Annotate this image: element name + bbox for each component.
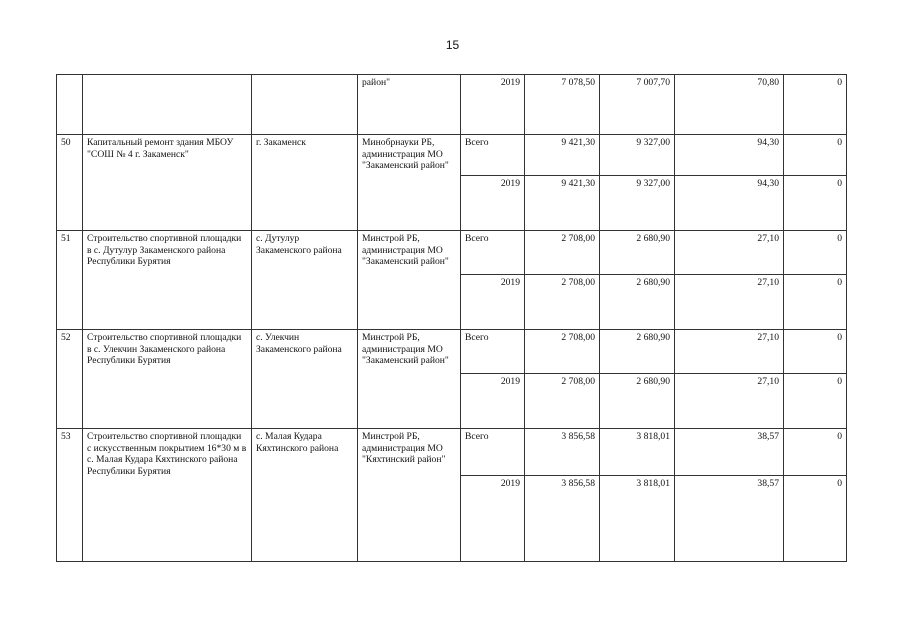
cell-year: Всего: [461, 330, 525, 374]
cell-name: [83, 75, 252, 135]
table-row: [57, 429, 847, 476]
cell-responsible: Минстрой РБ, администрация МО "Кяхтинский район": [358, 429, 461, 562]
cell-local: 0: [784, 374, 847, 429]
cell-republic: 27,10: [675, 330, 784, 374]
cell-responsible: Минстрой РБ, администрация МО "Закаменский район": [358, 231, 461, 330]
cell-republic: 94,30: [675, 176, 784, 231]
cell-local: 0: [784, 476, 847, 562]
cell-year: Всего: [461, 429, 525, 476]
cell-total: 3 856,58: [525, 429, 600, 476]
cell-federal: 3 818,01: [600, 476, 675, 562]
cell-local: 0: [784, 275, 847, 330]
page-number: 15: [445, 38, 460, 52]
cell-republic: 38,57: [675, 429, 784, 476]
cell-no: 51: [57, 231, 83, 330]
cell-republic: 27,10: [675, 231, 784, 275]
cell-total: 2 708,00: [525, 374, 600, 429]
table-row: [57, 231, 847, 275]
cell-name: Строительство спортивной площадки с искусственным покрытием 16*30 м в с. Малая Кудара Кяхтинского района Республики Бурятия: [83, 429, 252, 562]
cell-local: 0: [784, 135, 847, 176]
cell-total: 9 421,30: [525, 135, 600, 176]
cell-place: [252, 75, 358, 135]
cell-local: 0: [784, 330, 847, 374]
cell-total: 2 708,00: [525, 330, 600, 374]
cell-federal: 2 680,90: [600, 231, 675, 275]
cell-place: с. Малая Кудара Кяхтинского района: [252, 429, 358, 562]
cell-no: [57, 75, 83, 135]
cell-year: Всего: [461, 135, 525, 176]
cell-republic: 94,30: [675, 135, 784, 176]
cell-no: 53: [57, 429, 83, 562]
cell-place: с. Дутулур Закаменского района: [252, 231, 358, 330]
table-row: [57, 75, 847, 135]
cell-total: 2 708,00: [525, 231, 600, 275]
cell-total: 9 421,30: [525, 176, 600, 231]
cell-year: 2019: [461, 176, 525, 231]
cell-year: Всего: [461, 231, 525, 275]
cell-federal: 2 680,90: [600, 374, 675, 429]
cell-local: 0: [784, 176, 847, 231]
cell-total: 2 708,00: [525, 275, 600, 330]
cell-republic: 27,10: [675, 275, 784, 330]
cell-local: 0: [784, 429, 847, 476]
cell-year: 2019: [461, 374, 525, 429]
cell-name: Капитальный ремонт здания МБОУ "СОШ № 4 г. Закаменск": [83, 135, 252, 231]
cell-no: 50: [57, 135, 83, 231]
cell-federal: 7 007,70: [600, 75, 675, 135]
cell-total: 3 856,58: [525, 476, 600, 562]
cell-no: 52: [57, 330, 83, 429]
cell-year: 2019: [461, 275, 525, 330]
cell-republic: 27,10: [675, 374, 784, 429]
cell-place: с. Улекчин Закаменского района: [252, 330, 358, 429]
cell-federal: 2 680,90: [600, 275, 675, 330]
cell-republic: 38,57: [675, 476, 784, 562]
cell-republic: 70,80: [675, 75, 784, 135]
cell-place: г. Закаменск: [252, 135, 358, 231]
cell-federal: 9 327,00: [600, 135, 675, 176]
table-row: [57, 135, 847, 176]
cell-federal: 3 818,01: [600, 429, 675, 476]
cell-local: 0: [784, 231, 847, 275]
cell-local: 0: [784, 75, 847, 135]
cell-responsible: район": [358, 75, 461, 135]
cell-federal: 9 327,00: [600, 176, 675, 231]
cell-total: 7 078,50: [525, 75, 600, 135]
program-table: [56, 74, 847, 562]
cell-responsible: Минстрой РБ, администрация МО "Закаменский район": [358, 330, 461, 429]
cell-year: 2019: [461, 476, 525, 562]
cell-name: Строительство спортивной площадки в с. Улекчин Закаменского района Республики Бурятия: [83, 330, 252, 429]
table-row: [57, 330, 847, 374]
cell-responsible: Минобрнауки РБ, администрация МО "Закаменский район": [358, 135, 461, 231]
cell-federal: 2 680,90: [600, 330, 675, 374]
cell-name: Строительство спортивной площадки в с. Дутулур Закаменского района Республики Бурятия: [83, 231, 252, 330]
cell-year: 2019: [461, 75, 525, 135]
